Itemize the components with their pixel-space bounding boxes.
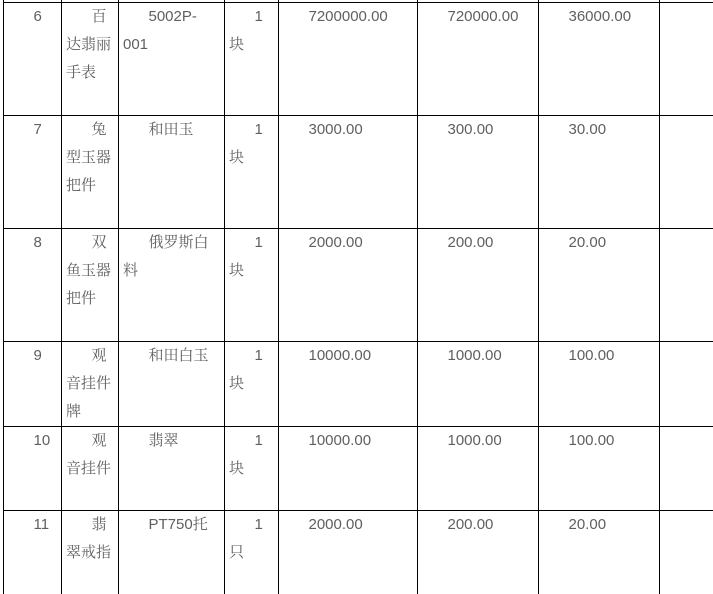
cell-spec-model: PT750托: [119, 511, 225, 594]
cell-spec-model: 和田白玉: [119, 342, 225, 427]
cell-seq: 10: [4, 427, 62, 511]
cell-spec-model: 俄罗斯白料: [119, 229, 225, 342]
cell-amount-3: 20.00: [539, 511, 660, 594]
cell-extra: [660, 116, 713, 229]
cell-spec-model: 翡翠: [119, 427, 225, 511]
cell-amount-3: 30.00: [539, 116, 660, 229]
cell-extra: [660, 511, 713, 594]
cell-spec-model: 5002P-001: [119, 3, 225, 116]
items-table: [3, 0, 713, 594]
cell-item-name: 双鱼玉器把件: [62, 229, 119, 342]
cell-item-name: 翡翠戒指: [62, 511, 119, 594]
cell-quantity: 1块: [225, 116, 279, 229]
cell-seq: 11: [4, 511, 62, 594]
cell-seq: 7: [4, 116, 62, 229]
cell-spec-model: 和田玉: [119, 116, 225, 229]
cell-seq: 6: [4, 3, 62, 116]
table-row: [4, 427, 713, 511]
cell-quantity: 1块: [225, 3, 279, 116]
table-row: [4, 229, 713, 342]
cell-quantity: 1块: [225, 427, 279, 511]
cell-amount-1: 10000.00: [279, 342, 418, 427]
cell-seq: 9: [4, 342, 62, 427]
cell-amount-2: 1000.00: [418, 342, 539, 427]
cell-amount-2: 720000.00: [418, 3, 539, 116]
table-body: [4, 0, 713, 594]
cell-amount-2: 1000.00: [418, 427, 539, 511]
cell-quantity: 1块: [225, 229, 279, 342]
cell-amount-1: 2000.00: [279, 511, 418, 594]
cell-amount-3: 20.00: [539, 229, 660, 342]
cell-item-name: 观音挂件牌: [62, 342, 119, 427]
cell-quantity: 1只: [225, 511, 279, 594]
cell-amount-1: 10000.00: [279, 427, 418, 511]
cell-amount-2: 300.00: [418, 116, 539, 229]
cell-extra: [660, 342, 713, 427]
table-row: [4, 3, 713, 116]
table-row: [4, 342, 713, 427]
cell-quantity: 1块: [225, 342, 279, 427]
table-row: [4, 511, 713, 594]
cell-amount-3: 100.00: [539, 342, 660, 427]
cell-item-name: 百达翡丽手表: [62, 3, 119, 116]
cell-amount-2: 200.00: [418, 229, 539, 342]
cell-extra: [660, 427, 713, 511]
table-row: [4, 116, 713, 229]
cell-amount-3: 100.00: [539, 427, 660, 511]
cell-amount-1: 3000.00: [279, 116, 418, 229]
cell-amount-1: 7200000.00: [279, 3, 418, 116]
cell-item-name: 观音挂件: [62, 427, 119, 511]
cell-amount-3: 36000.00: [539, 3, 660, 116]
cell-extra: [660, 3, 713, 116]
cell-seq: 8: [4, 229, 62, 342]
cell-amount-2: 200.00: [418, 511, 539, 594]
cell-amount-1: 2000.00: [279, 229, 418, 342]
cell-item-name: 兔型玉器把件: [62, 116, 119, 229]
cell-extra: [660, 229, 713, 342]
